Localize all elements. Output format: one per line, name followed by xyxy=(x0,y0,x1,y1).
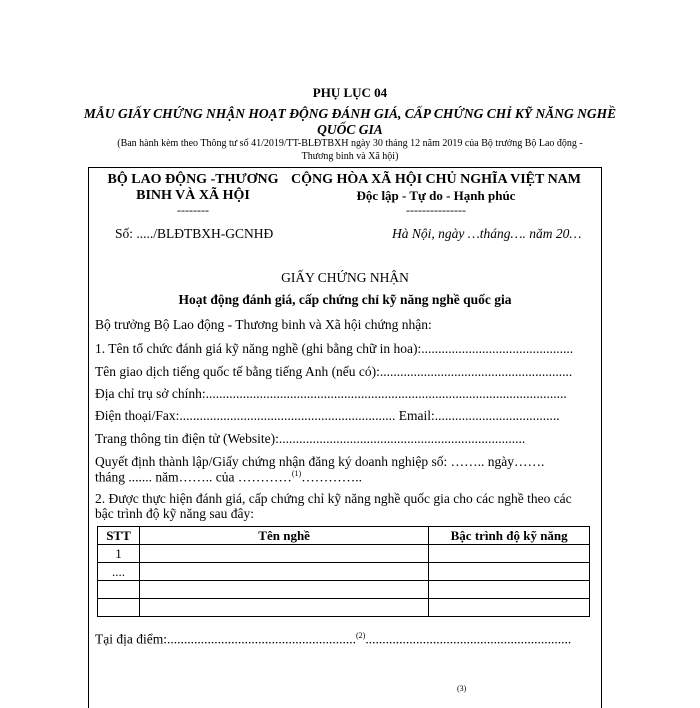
table-cell: .... xyxy=(98,563,140,581)
issued-note-line1: (Ban hành kèm theo Thông tư số 41/2019/TT-BLĐTBXH ngày 30 tháng 12 năm 2019 của Bộ trưởng Bộ Lao động - xyxy=(117,138,583,149)
place-and-date: Hà Nội, ngày …tháng…. năm 20… xyxy=(392,226,582,241)
footnote-ref-3: (3) xyxy=(457,684,467,693)
table-cell xyxy=(98,581,140,599)
field-decision-line2-text: tháng ....... năm…….. của ………… xyxy=(95,469,292,485)
nation-motto: Độc lập - Tự do - Hạnh phúc xyxy=(356,188,516,203)
section2-line1: 2. Được thực hiện đánh giá, cấp chứng chỉ kỹ năng nghề quốc gia cho các nghề theo các xyxy=(95,491,572,506)
table-cell xyxy=(139,599,428,617)
certificate-form-frame xyxy=(88,167,602,708)
column-header-skill-level: Bậc trình độ kỹ năng xyxy=(429,527,590,545)
nation-divider: --------------- xyxy=(406,203,466,217)
certificate-title: GIẤY CHỨNG NHẬN xyxy=(281,270,409,285)
occupation-table xyxy=(97,526,590,617)
table-cell xyxy=(429,599,590,617)
field-phone-email: Điện thoại/Fax:................................................................ Email:..................................... xyxy=(95,408,560,423)
field-decision-line1: Quyết định thành lập/Giấy chứng nhận đăng ký doanh nghiệp số: …….. ngày……. xyxy=(95,454,545,469)
field-website: Trang thông tin điện tử (Website):......................................................................... xyxy=(95,431,526,446)
ministry-name-line1: BỘ LAO ĐỘNG -THƯƠNG xyxy=(107,172,279,187)
document-title-line2: QUỐC GIA xyxy=(317,122,383,137)
column-header-occupation: Tên nghề xyxy=(139,527,428,545)
footnote-ref-1: (1) xyxy=(291,469,302,478)
footnote-ref-2: (2) xyxy=(355,631,366,640)
ministry-name-line2: BINH VÀ XÃ HỘI xyxy=(136,188,250,203)
section2-line2: bậc trình độ kỹ năng sau đây: xyxy=(95,506,254,521)
field-location-tail: ............................................................. xyxy=(365,631,572,647)
table-header-row xyxy=(98,527,590,545)
nation-title: CỘNG HÒA XÃ HỘI CHỦ NGHĨA VIỆT NAM xyxy=(290,172,581,187)
document-title-line1: MẪU GIẤY CHỨNG NHẬN HOẠT ĐỘNG ĐÁNH GIÁ, CẤP CHỨNG CHỈ KỸ NĂNG NGHỀ xyxy=(83,106,617,121)
table-row xyxy=(98,545,590,563)
table-cell xyxy=(429,563,590,581)
document-number: Số: ...../BLĐTBXH-GCNHĐ xyxy=(115,226,274,241)
certify-intro: Bộ trưởng Bộ Lao động - Thương binh và Xã hội chứng nhận: xyxy=(95,317,432,332)
table-cell xyxy=(429,581,590,599)
table-cell xyxy=(98,599,140,617)
field-location xyxy=(95,631,571,648)
certificate-subtitle: Hoạt động đánh giá, cấp chứng chỉ kỹ năng nghề quốc gia xyxy=(178,292,512,307)
field-international-name: Tên giao dịch tiếng quốc tế bằng tiếng Anh (nếu có):......................................................... xyxy=(95,364,573,379)
appendix-label: PHỤ LỤC 04 xyxy=(312,85,388,100)
issued-note-line2: Thương binh và Xã hội) xyxy=(301,151,399,162)
table-row xyxy=(98,563,590,581)
field-headquarters-address: Địa chỉ trụ sở chính:........................................................................................................... xyxy=(95,386,567,401)
column-header-stt: STT xyxy=(98,527,140,545)
ministry-divider: -------- xyxy=(177,203,209,217)
field-location-text: Tại địa điểm:........................................................ xyxy=(95,631,356,647)
field-decision-line2-tail: ………….. xyxy=(301,469,362,485)
table-cell xyxy=(139,545,428,563)
table-cell: 1 xyxy=(98,545,140,563)
table-cell xyxy=(429,545,590,563)
table-row xyxy=(98,581,590,599)
table-cell xyxy=(139,581,428,599)
field-organization-name: 1. Tên tổ chức đánh giá kỹ năng nghề (ghi bằng chữ in hoa):............................................. xyxy=(95,341,574,356)
table-cell xyxy=(139,563,428,581)
table-row xyxy=(98,599,590,617)
field-decision-line2 xyxy=(95,469,362,486)
